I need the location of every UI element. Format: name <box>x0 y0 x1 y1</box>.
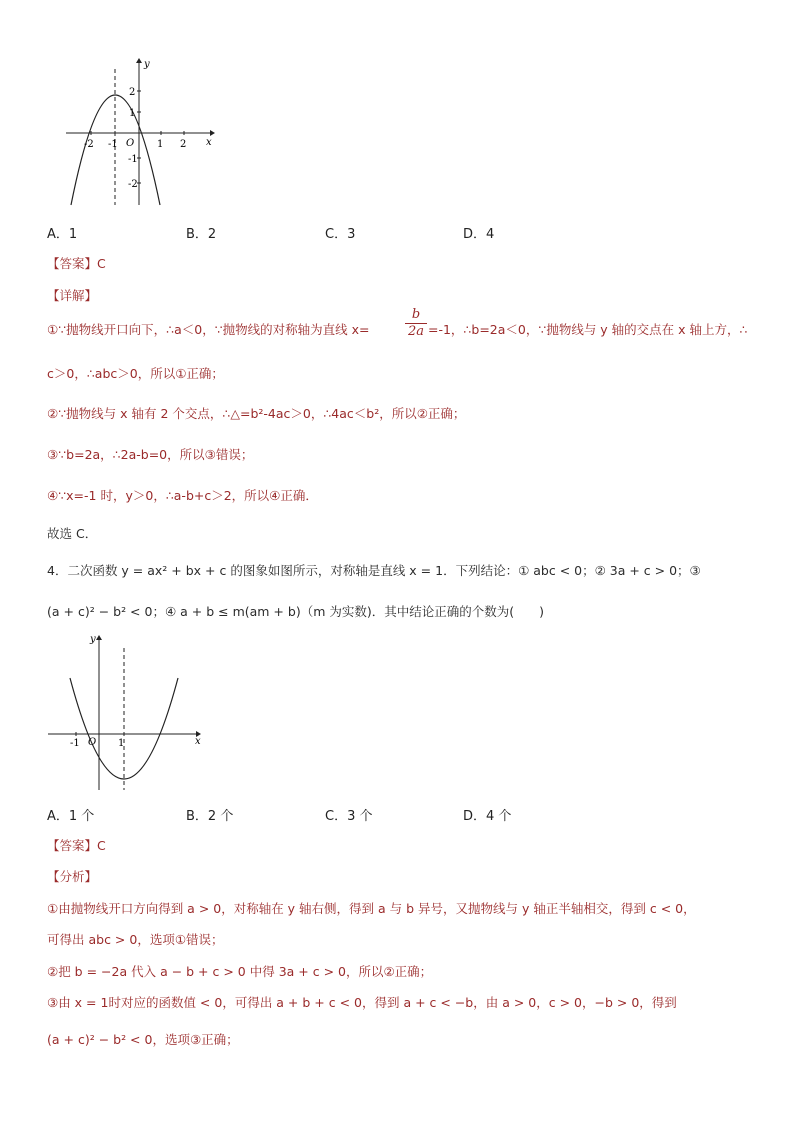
q4-option-b: B．2 个 <box>186 809 234 824</box>
q4-option-a: A．1 个 <box>47 809 95 824</box>
q4-analysis-line1: ①由抛物线开口方向得到 a > 0，对称轴在 y 轴右侧，得到 a 与 b 异号，又抛物线与 y 轴正半轴相交，得到 c < 0， <box>47 901 696 916</box>
q4-analysis-line5: (a + c)² − b² < 0，选项③正确； <box>47 1032 239 1047</box>
q4-option-d: D．4 个 <box>463 809 512 824</box>
q4-answer-label: 【答案】C <box>47 838 106 853</box>
graph2-tick-xm1: -1 <box>70 738 80 749</box>
q3-detail-label: 【详解】 <box>47 288 98 303</box>
graph1-y-label: y <box>144 59 150 70</box>
q3-option-c: C．3 <box>325 227 356 242</box>
q3-detail-line1b: =-1，∴b=2a＜0，∵抛物线与 y 轴的交点在 x 轴上方，∴ <box>428 322 748 337</box>
graph1-tick-ym1: -1 <box>128 154 138 165</box>
q4-analysis-line4: ③由 x = 1时对应的函数值 < 0，可得出 a + b + c < 0，得到 a + c < −b，由 a > 0，c > 0，−b > 0，得到 <box>47 995 677 1010</box>
q3-detail-line5: ④∵x=-1 时，y＞0，∴a-b+c＞2，所以④正确． <box>47 488 318 503</box>
graph1-tick-x1: 1 <box>157 139 164 150</box>
graph1-tick-ym2: -2 <box>128 179 138 190</box>
q4-analysis-line2: 可得出 abc > 0，选项①错误； <box>47 932 224 947</box>
q3-option-a: A．1 <box>47 227 78 242</box>
graph1-tick-y1: 1 <box>129 108 136 119</box>
graph1-origin-label: O <box>126 138 135 149</box>
q3-detail-line4: ③∵b=2a，∴2a-b=0，所以③错误； <box>47 447 254 462</box>
q4-analysis-line3: ②把 b = −2a 代入 a − b + c > 0 中得 3a + c > 0，所以②正确； <box>47 964 433 979</box>
parabola-graph-1 <box>60 55 220 210</box>
graph2-origin-label: O <box>88 737 97 748</box>
q3-detail-line2: c＞0，∴abc＞0，所以①正确； <box>47 366 224 381</box>
q4-stem-line1: 4．二次函数 y = ax² + bx + c 的图象如图所示，对称轴是直线 x = 1．下列结论：① abc < 0；② 3a + c > 0；③ <box>47 563 701 578</box>
q3-detail-line3: ②∵抛物线与 x 轴有 2 个交点，∴△=b²-4ac＞0，∴4ac＜b²，所以②正确； <box>47 406 466 421</box>
q4-option-c: C．3 个 <box>325 809 373 824</box>
graph2-x-label: x <box>195 736 201 747</box>
parabola-graph-2 <box>44 630 209 795</box>
q3-detail-line1a: ①∵抛物线开口向下，∴a＜0，∵抛物线的对称轴为直线 x= <box>47 322 370 337</box>
q3-conclusion: 故选 C． <box>47 526 98 541</box>
graph1-tick-xm1: -1 <box>108 139 118 150</box>
q4-stem-line2: (a + c)² − b² < 0；④ a + b ≤ m(am + b)（m 为实数)．其中结论正确的个数为( ) <box>47 604 544 619</box>
graph1-tick-x2: 2 <box>180 139 187 150</box>
graph1-x-label: x <box>206 137 212 148</box>
graph2-tick-x1: 1 <box>118 738 125 749</box>
q4-analysis-label: 【分析】 <box>47 869 98 884</box>
graph1-tick-y2: 2 <box>129 87 136 98</box>
q3-answer-label: 【答案】C <box>47 256 106 271</box>
q3-option-b: B．2 <box>186 227 217 242</box>
graph2-y-label: y <box>90 634 96 645</box>
q3-option-d: D．4 <box>463 227 495 242</box>
graph1-tick-xm2: -2 <box>84 139 94 150</box>
q3-fraction <box>405 307 427 340</box>
q3-fraction-num: b <box>405 307 427 324</box>
q3-fraction-den: 2a <box>407 324 425 339</box>
